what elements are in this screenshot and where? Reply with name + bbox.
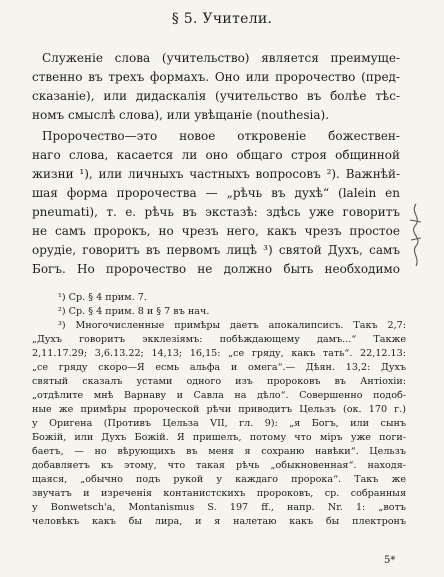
footnote-line: Божій, или Духъ Божій. Я пришелъ, потому что міръ уже поги- xyxy=(32,432,406,443)
footnote-line: „отдѣлите мнѣ Варнаву и Савла на дѣло“. Совершенно подоб- xyxy=(32,390,406,401)
handwritten-margin-mark xyxy=(405,200,427,270)
footnote-line: баетъ, — но вѣрующихъ въ меня я сохраню навѣки“. Цельзъ xyxy=(32,446,406,457)
body-line: номъ смыслѣ слова), или увѣщаніе (nouthesia). xyxy=(32,108,330,122)
body-line: не самъ пророкъ, но чрезъ него, какъ чрезъ простое xyxy=(32,224,400,238)
footnote-line: у Bonwetsch'a, Montanismus S. 197 ff., напр. Nr. 1: „вотъ xyxy=(32,502,406,513)
body-line: сказаніе), или дидаскалія (учительство въ болѣе тѣс- xyxy=(32,89,400,103)
section-heading: § 5. Учители. xyxy=(171,11,273,27)
footnote-line: человѣкъ какъ бы лира, и я налетаю какъ бы плектронъ xyxy=(32,516,406,527)
footnote-line: звучатъ и изреченія контанистскихъ пророковъ, ср. собранныя xyxy=(32,488,406,499)
footnote-line: „Духъ говоритъ экклезіямъ: побѣждающему дамъ...“ Также xyxy=(32,334,406,345)
page-number: 5* xyxy=(384,555,396,566)
footnote-line: ные же примѣры пророческой рѣчи приводитъ Цельзъ (ок. 170 г.) xyxy=(32,404,406,415)
footnote-line: щаяся, „обычно подъ рукой у каждаго пророка“. Такъ же xyxy=(32,474,406,485)
body-line: pneumati), т. е. рѣчь въ экстазѣ: здѣсь уже говоритъ xyxy=(32,205,400,219)
footnote-line: святый сказалъ устами одного изъ пророковъ въ Антіохіи: xyxy=(32,376,406,387)
footnote-line: ²) Ср. § 4 прим. 8 и § 7 въ нач. xyxy=(58,306,210,317)
body-line: Пророчество—это новое откровеніе божествен- xyxy=(42,129,400,143)
footnote-line: ¹) Ср. § 4 прим. 7. xyxy=(58,292,147,303)
footnote-line: у Оригена (Противъ Цельза VII, гл. 9): „я Богъ, или сынъ xyxy=(32,418,406,429)
body-line: ственно въ трехъ формахъ. Оно или пророчество (пред- xyxy=(32,70,400,84)
body-line: наго слова, касается ли оно общаго строя общинной xyxy=(32,148,400,162)
footnote-line: добавляетъ къ этому, что такая рѣчь „обыкновенная“. находя- xyxy=(32,460,406,471)
body-line: орудіе, говоритъ въ первомъ лицѣ ³) святой Духъ, самъ xyxy=(32,243,400,257)
footnote-line: ³) Многочисленные примѣры даетъ апокалипсисъ. Такъ 2,7: xyxy=(58,320,406,331)
body-line: Богъ. Но пророчество не должно быть необходимо xyxy=(32,262,400,276)
body-line: жизни ¹), или личныхъ частныхъ вопросовъ ²). Важнѣй- xyxy=(32,167,400,181)
body-line: шая форма пророчества — „рѣчь въ духѣ“ (lalein en xyxy=(32,186,400,200)
footnote-line: 2,11.17.29; 3,6.13.22; 14,13; 16,15: „се гряду, какъ тать“. 22,12.13: xyxy=(32,348,406,359)
body-line: Служеніе слова (учительство) является преимуще- xyxy=(42,51,400,65)
footnote-line: „се гряду скоро—Я есмь альфа и омега“.— Дѣян. 13,2: Духъ xyxy=(32,362,406,373)
